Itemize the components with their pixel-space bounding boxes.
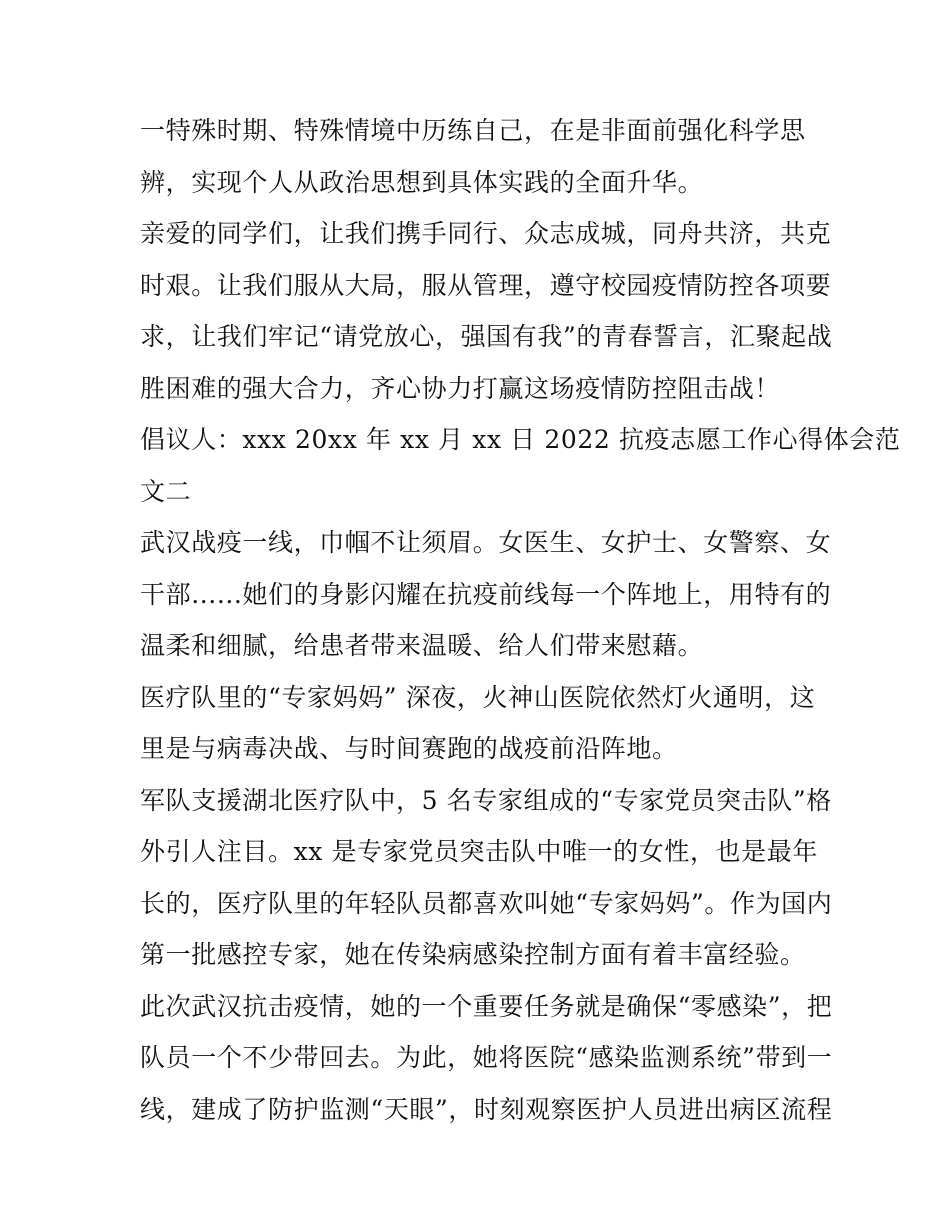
text-line: 求，让我们牢记“请党放心，强国有我”的青春誓言，汇聚起战	[140, 322, 833, 351]
text-line: 温柔和细腻，给患者带来温暖、给人们带来慰藉。	[140, 631, 704, 660]
text-line: 线，建成了防护监测“天眼”，时刻观察医护人员进出病区流程	[140, 1094, 833, 1124]
text-line: 第一批感控专家，她在传染病感染控制方面有着丰富经验。	[140, 940, 806, 969]
text-line: 此次武汉抗击疫情，她的一个重要任务就是确保“零感染”，把	[140, 991, 833, 1021]
text-line: 医疗队里的“专家妈妈” 深夜，火神山医院依然灯火通明，这	[140, 682, 816, 712]
text-line: 胜困难的强大合力，齐心协力打赢这场疫情防控阻击战！	[140, 373, 781, 403]
text-line: 文二	[140, 476, 192, 506]
text-line: 时艰。让我们服从大局，服从管理，遵守校园疫情防控各项要	[140, 270, 832, 300]
text-line: 长的，医疗队里的年轻队员都喜欢叫她“专家妈妈”。作为国内	[140, 888, 833, 918]
text-line: 亲爱的同学们，让我们携手同行、众志成城，同舟共济，共克	[140, 219, 832, 248]
text-line: 辨，实现个人从政治思想到具体实践的全面升华。	[140, 167, 704, 197]
text-line: 军队支援湖北医疗队中，5 名专家组成的“专家党员突击队”格	[140, 785, 832, 815]
text-line: 武汉战疫一线，巾帼不让须眉。女医生、女护士、女警察、女	[140, 528, 832, 557]
text-line: 里是与病毒决战、与时间赛跑的战疫前沿阵地。	[140, 734, 678, 763]
text-line: 干部......她们的身影闪耀在抗疫前线每一个阵地上，用特有的	[140, 579, 832, 609]
text-line: 外引人注目。xx 是专家党员突击队中唯一的女性，也是最年	[140, 837, 818, 866]
text-line: 倡议人：xxx 20xx 年 xx 月 xx 日 2022 抗疫志愿工作心得体会范	[140, 425, 901, 454]
document-body	[140, 105, 901, 1135]
text-line: 队员一个不少带回去。为此，她将医院“感染监测系统”带到一	[140, 1043, 833, 1072]
text-line: 一特殊时期、特殊情境中历练自己，在是非面前强化科学思	[140, 116, 806, 145]
